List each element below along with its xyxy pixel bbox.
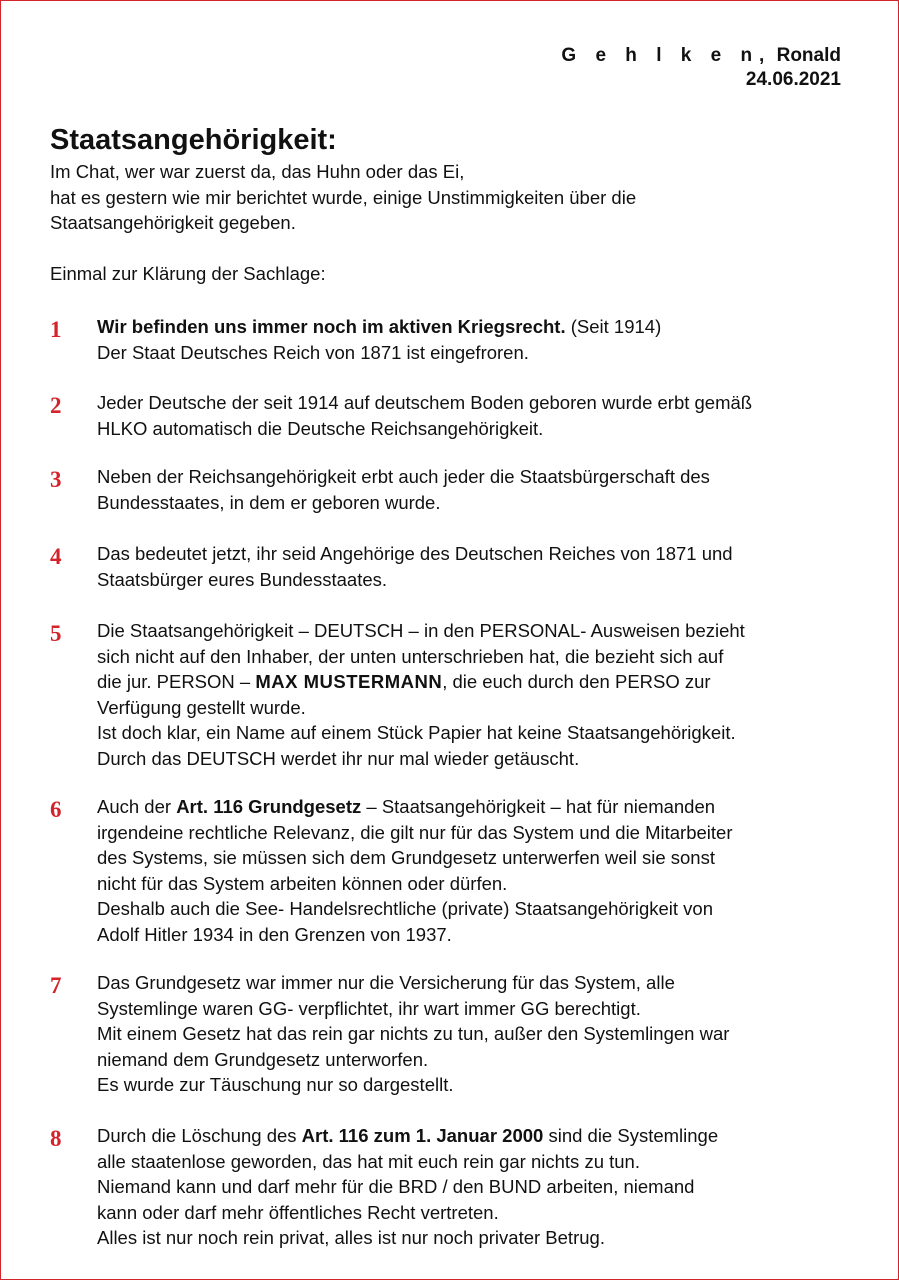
author-header <box>561 44 841 92</box>
document-date: 24.06.2021 <box>745 69 841 90</box>
item-line <box>97 794 857 820</box>
item-number: 6 <box>50 797 62 822</box>
item-line: Neben der Reichsangehörigkeit erbt auch jeder die Staatsbürgerschaft des <box>97 466 710 487</box>
item-line: irgendeine rechtliche Relevanz, die gilt nur für das System und die Mitarbeiter <box>97 821 733 843</box>
intro-clarification: Einmal zur Klärung der Sachlage: <box>50 263 326 284</box>
item-line: Mit einem Gesetz hat das rein gar nichts zu tun, außer den Systemlingen war <box>97 1023 730 1044</box>
item-number: 8 <box>50 1126 62 1151</box>
item-line: sich nicht auf den Inhaber, der unten unterschrieben hat, die bezieht sich auf <box>97 645 724 667</box>
item-text <box>97 618 857 771</box>
item-line: nicht für das System arbeiten können oder dürfen. <box>97 872 508 894</box>
item-number: 3 <box>50 467 62 492</box>
item-span: Durch die Löschung des <box>97 1125 302 1146</box>
item-emphasis: Art. 116 Grundgesetz <box>176 796 362 817</box>
item-line: Systemlinge waren GG- verpflichtet, ihr wart immer GG berechtigt. <box>97 997 641 1019</box>
item-line: niemand dem Grundgesetz unterworfen. <box>97 1048 429 1070</box>
intro-line: Im Chat, wer war zuerst da, das Huhn oder das Ei, <box>50 161 465 182</box>
item-number: 7 <box>50 973 62 998</box>
item-line: Adolf Hitler 1934 in den Grenzen von 1937. <box>97 923 452 945</box>
item-line: Das bedeutet jetzt, ihr seid Angehörige des Deutschen Reiches von 1871 und <box>97 543 733 564</box>
item-line: Deshalb auch die See- Handelsrechtliche (private) Staatsangehörigkeit von <box>97 898 713 919</box>
item-line: Verfügung gestellt wurde. <box>97 696 306 718</box>
item-span: sind die Systemlinge <box>543 1125 719 1146</box>
item-line: des Systems, sie müssen sich dem Grundgesetz unterwerfen weil sie sonst <box>97 847 715 868</box>
author-name <box>561 44 841 68</box>
author-firstname: Ronald <box>771 45 841 66</box>
item-number: 1 <box>50 317 62 342</box>
item-span: – Staatsangehörigkeit – hat für niemanden <box>361 796 716 817</box>
item-line <box>97 669 857 695</box>
item-line: Das Grundgesetz war immer nur die Versicherung für das System, alle <box>97 972 675 993</box>
intro-block <box>50 159 850 287</box>
item-span: die jur. PERSON – <box>97 671 256 692</box>
item-line: Der Staat Deutsches Reich von 1871 ist eingefroren. <box>97 341 529 363</box>
item-line: HLKO automatisch die Deutsche Reichsangehörigkeit. <box>97 417 544 439</box>
item-line: Es wurde zur Täuschung nur so dargestellt. <box>97 1074 454 1095</box>
item-line: Durch das DEUTSCH werdet ihr nur mal wieder getäuscht. <box>97 747 580 769</box>
item-line: kann oder darf mehr öffentliches Recht vertreten. <box>97 1201 499 1223</box>
item-line: Bundesstaates, in dem er geboren wurde. <box>97 491 441 513</box>
item-line: Ist doch klar, ein Name auf einem Stück Papier hat keine Staatsangehörigkeit. <box>97 722 736 743</box>
item-span: Auch der <box>97 796 177 817</box>
item-text <box>97 541 857 592</box>
item-number: 2 <box>50 393 62 418</box>
item-line <box>97 1123 857 1149</box>
item-emphasis: Wir befinden uns immer noch im aktiven Kriegsrecht. <box>97 316 566 337</box>
page-title: Staatsangehörigkeit: <box>50 124 337 156</box>
item-line: alle staatenlose geworden, das hat mit euch rein gar nichts zu tun. <box>97 1150 640 1172</box>
item-line: Die Staatsangehörigkeit – DEUTSCH – in den PERSONAL- Ausweisen bezieht <box>97 620 745 641</box>
item-line: Niemand kann und darf mehr für die BRD / den BUND arbeiten, niemand <box>97 1176 695 1197</box>
item-text <box>97 390 857 441</box>
item-line: Alles ist nur noch rein privat, alles ist nur noch privater Betrug. <box>97 1227 605 1248</box>
item-number: 5 <box>50 621 62 646</box>
item-text <box>97 464 857 515</box>
item-text <box>97 794 857 947</box>
item-text <box>97 314 857 365</box>
item-line: Jeder Deutsche der seit 1914 auf deutschem Boden geboren wurde erbt gemäß <box>97 392 753 413</box>
item-span: , die euch durch den PERSO zur <box>442 671 711 692</box>
item-number: 4 <box>50 544 62 569</box>
author-surname: G e h l k e n, <box>561 45 772 66</box>
item-line: Staatsbürger eures Bundesstaates. <box>97 568 388 590</box>
intro-line: Staatsangehörigkeit gegeben. <box>50 212 296 233</box>
item-text <box>97 1123 857 1251</box>
item-span: (Seit 1914) <box>565 316 662 337</box>
item-emphasis: MAX MUSTERMANN <box>255 671 443 692</box>
item-emphasis: Art. 116 zum 1. Januar 2000 <box>301 1125 544 1146</box>
intro-line: hat es gestern wie mir berichtet wurde, einige Unstimmigkeiten über die <box>50 186 637 208</box>
item-line <box>97 314 857 340</box>
item-text <box>97 970 857 1098</box>
